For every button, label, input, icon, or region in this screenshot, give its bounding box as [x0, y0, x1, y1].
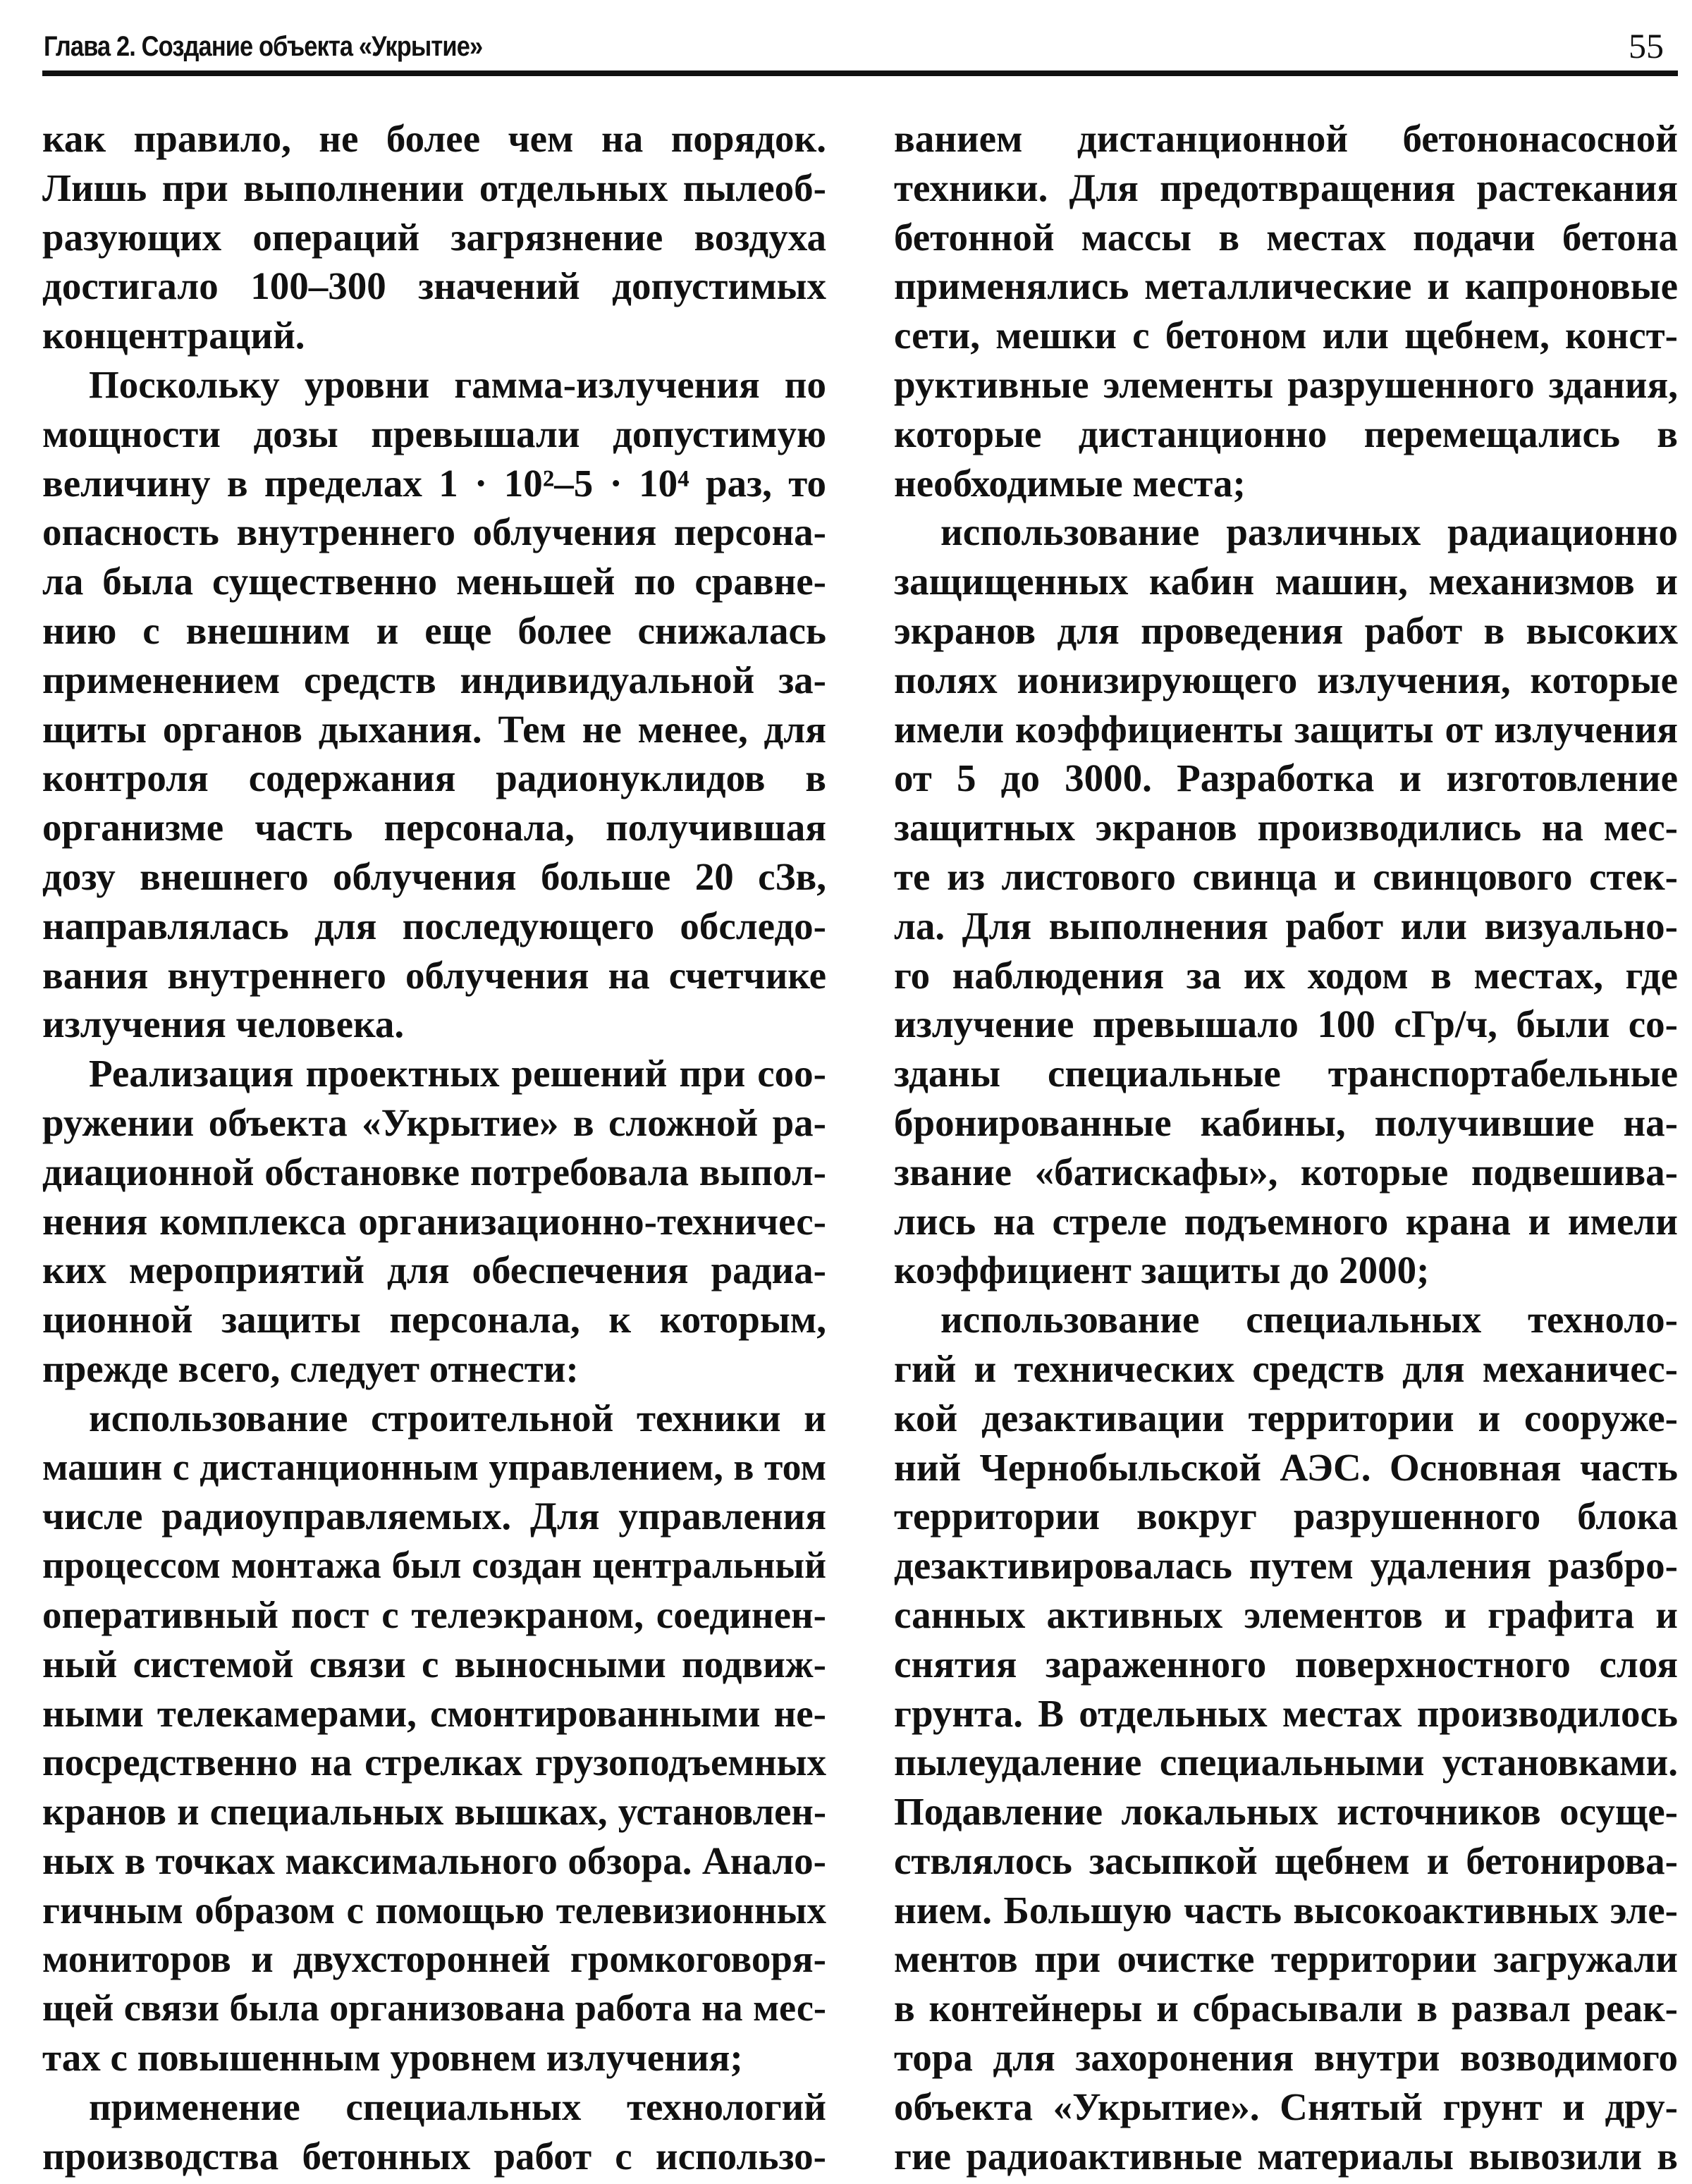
text-line: грунта. В отдельных местах производилось — [894, 1691, 1678, 1735]
left-column — [42, 114, 826, 2180]
text-line: ла была существенно меньшей по сравне- — [42, 560, 826, 603]
text-line: диационной обстановке потребовала выпол- — [42, 1150, 826, 1194]
text-line: процессом монтажа был создан центральный — [42, 1544, 826, 1587]
text-line: защищенных кабин машин, механизмов и — [894, 560, 1678, 603]
text-line: дезактивировалась путем удаления разбро- — [894, 1544, 1678, 1588]
text-line: бетонной массы в местах подачи бетона — [894, 215, 1678, 259]
text-line: которые дистанционно перемещались в — [894, 412, 1678, 455]
text-line: посредственно на стрелках грузоподъемных — [42, 1741, 826, 1784]
text-line: излучение превышало 100 сГр/ч, были со- — [894, 1002, 1678, 1046]
text-line: излучения человека. — [42, 1002, 405, 1046]
text-line: санных активных элементов и графита и — [894, 1593, 1678, 1636]
text-line: от 5 до 3000. Разработка и изготовление — [894, 756, 1678, 800]
text-line: необходимые места; — [894, 461, 1246, 505]
paragraph — [42, 1049, 826, 1394]
text-line: ких мероприятий для обеспечения радиа- — [42, 1249, 826, 1292]
paragraph — [42, 114, 826, 360]
text-line: Лишь при выполнении отдельных пылеоб- — [42, 166, 826, 209]
text-line: территории вокруг разрушенного блока — [894, 1495, 1678, 1538]
paragraph — [42, 1394, 826, 2082]
text-line: те из листового свинца и свинцового стек- — [894, 854, 1678, 898]
text-line: тора для захоронения внутри возводимого — [894, 2036, 1678, 2080]
text-line: величину в пределах 1 · 10²–5 · 10⁴ раз, то — [42, 461, 826, 505]
text-line: ный системой связи с выносными подвиж- — [42, 1642, 826, 1686]
text-line: нения комплекса организационно-техничес- — [42, 1199, 826, 1243]
text-line: имели коэффициенты защиты от излучения — [894, 707, 1678, 751]
right-column — [894, 114, 1678, 2180]
text-line: щей связи была организована работа на мес- — [42, 1987, 826, 2030]
text-line: мощности дозы превышали допустимую — [42, 412, 826, 455]
text-line: числе радиоуправляемых. Для управления — [42, 1495, 826, 1538]
text-line: в контейнеры и сбрасывали в развал реак- — [894, 1987, 1678, 2030]
text-line: опасность внутреннего облучения персона- — [42, 510, 826, 554]
text-line: го наблюдения за их ходом в местах, где — [894, 953, 1678, 997]
text-line: кой дезактивации территории и сооруже- — [894, 1396, 1678, 1440]
text-line: ний Чернобыльской АЭС. Основная часть — [894, 1445, 1678, 1489]
text-line: ционной защиты персонала, к которым, — [42, 1298, 826, 1342]
text-line: пылеудаление специальными установками. — [894, 1741, 1678, 1784]
text-line: руктивные элементы разрушенного здания, — [894, 362, 1678, 406]
text-line: контроля содержания радионуклидов в — [42, 756, 826, 800]
text-line: организме часть персонала, получившая — [42, 806, 826, 849]
text-line: ментов при очистке территории загружали — [894, 1937, 1678, 1981]
text-line: бронированные кабины, получившие на- — [894, 1100, 1678, 1144]
text-line: снятия зараженного поверхностного слоя — [894, 1642, 1678, 1686]
text-line: использование строительной техники и — [89, 1396, 826, 1440]
text-line: ными телекамерами, смонтированными не- — [42, 1691, 826, 1735]
text-line: использование специальных техноло- — [940, 1298, 1678, 1342]
text-line: экранов для проведения работ в высоких — [894, 608, 1678, 652]
text-line: дозу внешнего облучения больше 20 сЗв, — [42, 854, 826, 898]
paragraph — [894, 114, 1678, 508]
text-line: ла. Для выполнения работ или визуально- — [894, 904, 1678, 947]
header-rule — [42, 70, 1678, 76]
text-line: техники. Для предотвращения растекания — [894, 166, 1678, 209]
text-line: машин с дистанционным управлением, в том — [42, 1445, 826, 1488]
text-line: оперативный пост с телеэкраном, соединен- — [42, 1593, 826, 1636]
text-line: вания внутреннего облучения на счетчике — [42, 953, 826, 997]
text-line: как правило, не более чем на порядок. — [42, 117, 826, 160]
text-line: тах с повышенным уровнем излучения; — [42, 2036, 743, 2080]
text-line: применение специальных технологий — [89, 2085, 826, 2128]
text-line: сети, мешки с бетоном или щебнем, конст- — [894, 314, 1678, 357]
text-line: направлялась для последующего обследо- — [42, 904, 826, 947]
text-line: ных в точках максимального обзора. Анало- — [42, 1839, 826, 1882]
text-line: гий и технических средств для механичес- — [894, 1346, 1678, 1390]
paragraph — [894, 1295, 1678, 2180]
text-line: кранов и специальных вышках, установлен- — [42, 1790, 826, 1834]
text-line: ствлялось засыпкой щебнем и бетонирова- — [894, 1839, 1678, 1882]
text-line: разующих операций загрязнение воздуха — [42, 215, 826, 259]
text-line: объекта «Укрытие». Снятый грунт и дру- — [894, 2085, 1678, 2128]
text-line: гичным образом с помощью телевизионных — [42, 1888, 826, 1932]
text-line: лись на стреле подъемного крана и имели — [894, 1199, 1678, 1243]
text-line: щиты органов дыхания. Тем не менее, для — [42, 707, 826, 751]
text-line: Подавление локальных источников осуще- — [894, 1790, 1678, 1834]
text-line: применением средств индивидуальной за- — [42, 658, 826, 701]
text-line: прежде всего, следует отнести: — [42, 1346, 579, 1390]
text-line: достигало 100–300 значений допустимых — [42, 264, 826, 308]
text-line: мониторов и двухсторонней громкоговоря- — [42, 1937, 826, 1981]
text-line: нием. Большую часть высокоактивных эле- — [894, 1888, 1678, 1932]
running-head: Глава 2. Создание объекта «Укрытие» — [44, 31, 483, 62]
text-line: нию с внешним и еще более снижалась — [42, 608, 826, 652]
text-line: Поскольку уровни гамма-излучения по — [89, 362, 826, 406]
text-line: звание «батискафы», которые подвешива- — [894, 1150, 1678, 1194]
text-line: защитных экранов производились на мес- — [894, 806, 1678, 849]
text-line: полях ионизирующего излучения, которые — [894, 658, 1678, 701]
text-line: Реализация проектных решений при соо- — [89, 1052, 826, 1096]
paragraph — [42, 2082, 826, 2181]
text-line: производства бетонных работ с использо- — [42, 2134, 826, 2178]
paragraph — [894, 508, 1678, 1295]
text-line: применялись металлические и капроновые — [894, 264, 1678, 308]
text-line: ванием дистанционной бетононасосной — [894, 117, 1678, 160]
paragraph — [42, 360, 826, 1049]
text-line: концентраций. — [42, 314, 305, 357]
page-number: 55 — [1629, 26, 1664, 66]
text-line: зданы специальные транспортабельные — [894, 1052, 1678, 1096]
text-line: коэффициент защиты до 2000; — [894, 1249, 1430, 1292]
text-line: использование различных радиационно — [940, 510, 1678, 554]
text-line: гие радиоактивные материалы вывозили в — [894, 2134, 1678, 2178]
text-line: ружении объекта «Укрытие» в сложной ра- — [42, 1100, 826, 1144]
